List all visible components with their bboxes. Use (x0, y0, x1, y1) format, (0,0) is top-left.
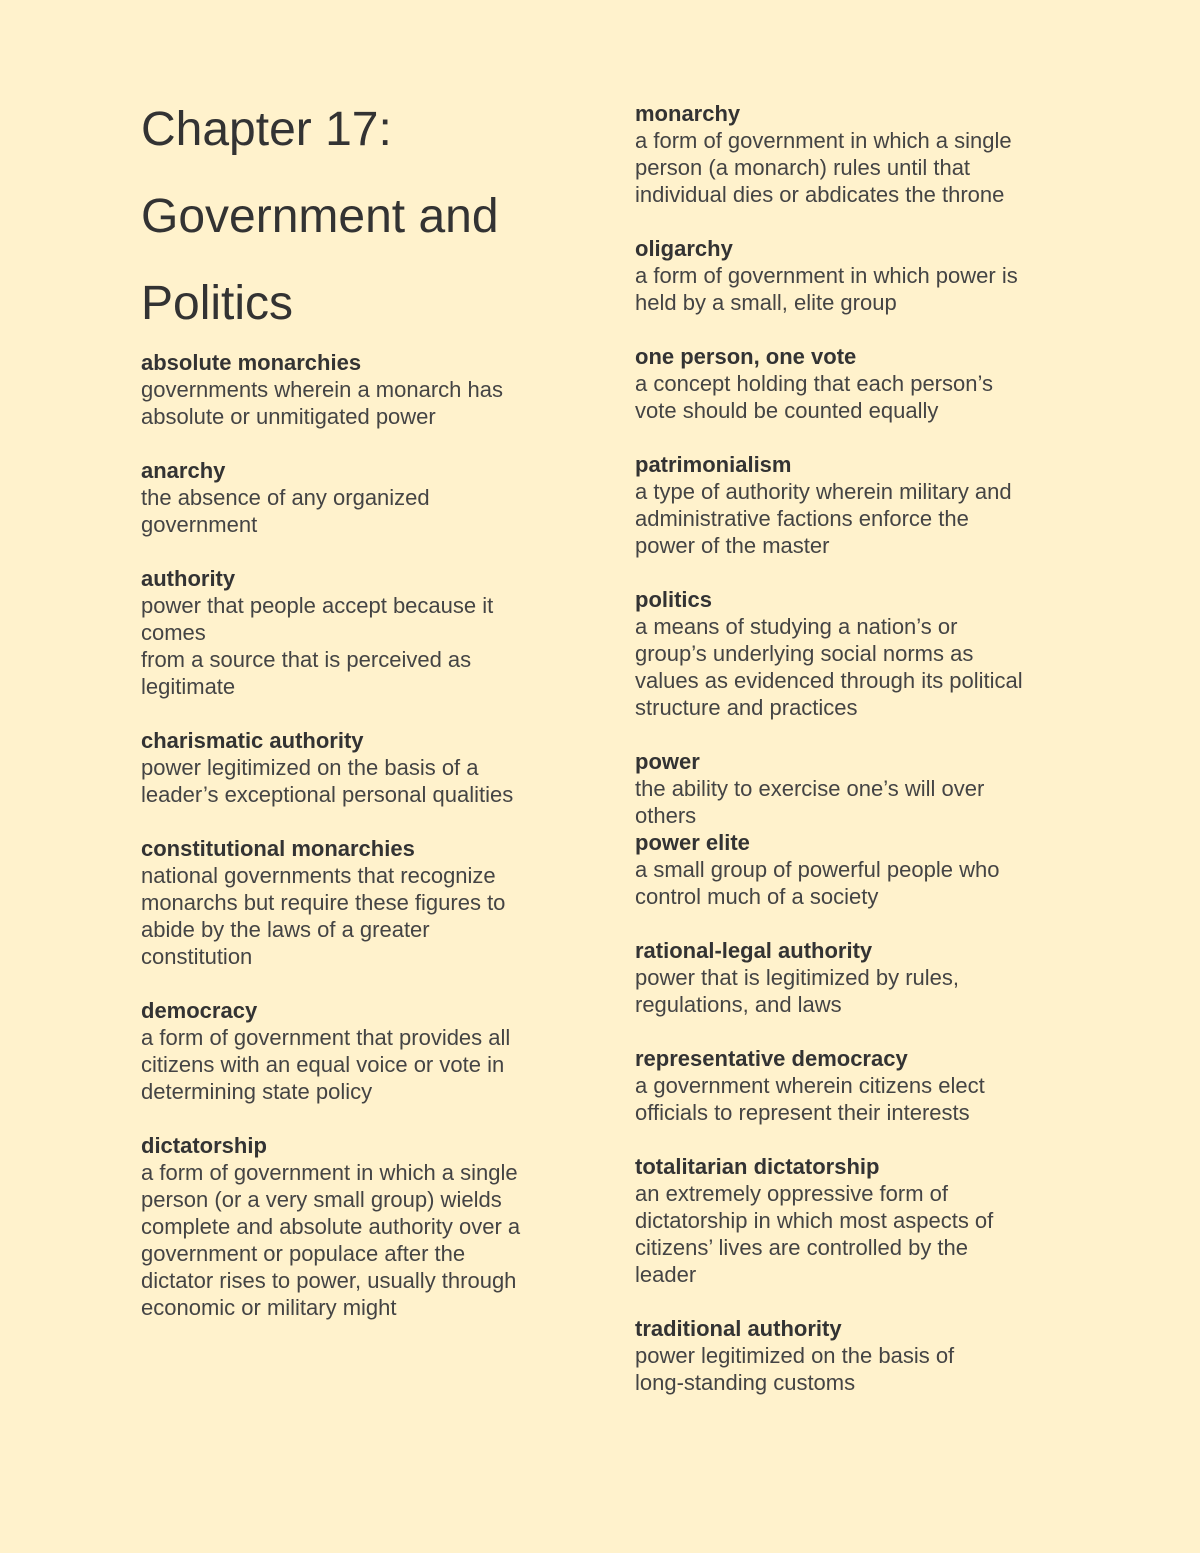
glossary-entry-oligarchy (635, 235, 1075, 316)
glossary-definition (141, 592, 581, 700)
glossary-definition (635, 775, 1075, 829)
definition-line: a concept holding that each person’s (635, 371, 993, 396)
definition-line: leader’s exceptional personal qualities (141, 782, 514, 807)
glossary-entry-charismatic-authority (141, 727, 581, 808)
chapter-title (141, 86, 581, 347)
definition-line: power legitimized on the basis of (635, 1343, 955, 1368)
glossary-entry-authority (141, 565, 581, 700)
glossary-term: power elite (635, 830, 750, 855)
definition-line: a form of government in which a single (141, 1160, 518, 1185)
definition-line: power that is legitimized by rules, (635, 965, 960, 990)
definition-line: national governments that recognize (141, 863, 496, 888)
glossary-entry-traditional-authority (635, 1315, 1075, 1396)
glossary-term: oligarchy (635, 236, 733, 261)
definition-line: power that people accept because it (141, 593, 494, 618)
definition-line: from a source that is perceived as (141, 647, 472, 672)
definition-line: officials to represent their interests (635, 1100, 970, 1125)
definition-line: a form of government in which power is (635, 263, 1018, 288)
definition-line: values as evidenced through its political (635, 668, 1023, 693)
definition-line: an extremely oppressive form of (635, 1181, 949, 1206)
glossary-entry-representative-democracy (635, 1045, 1075, 1126)
definition-line: power of the master (635, 533, 830, 558)
glossary-entry-anarchy (141, 457, 581, 538)
glossary-definition (635, 613, 1075, 721)
glossary-term: representative democracy (635, 1046, 908, 1071)
definition-line: held by a small, elite group (635, 290, 897, 315)
glossary-term: monarchy (635, 101, 741, 126)
definition-line: structure and practices (635, 695, 858, 720)
definition-line: governments wherein a monarch has (141, 377, 503, 402)
glossary-entry-one-person-one-vote (635, 343, 1075, 424)
glossary-entry-democracy (141, 997, 581, 1105)
definition-line: individual dies or abdicates the throne (635, 182, 1005, 207)
glossary-entry-patrimonialism (635, 451, 1075, 559)
glossary-entry-rational-legal-authority (635, 937, 1075, 1018)
definition-line: control much of a society (635, 884, 879, 909)
definition-line: dictatorship in which most aspects of (635, 1208, 994, 1233)
glossary-definition (635, 964, 1075, 1018)
glossary-entry-constitutional-monarchies (141, 835, 581, 970)
definition-line: a government wherein citizens elect (635, 1073, 985, 1098)
definition-line: abide by the laws of a greater (141, 917, 430, 942)
definition-line: group’s underlying social norms as (635, 641, 974, 666)
definition-line: monarchs but require these figures to (141, 890, 506, 915)
glossary-term: dictatorship (141, 1133, 267, 1158)
glossary-term: traditional authority (635, 1316, 842, 1341)
glossary-entry-power (635, 748, 1075, 829)
glossary-definition (635, 478, 1075, 559)
glossary-definition (141, 376, 581, 430)
definition-line: legitimate (141, 674, 236, 699)
definition-line: complete and absolute authority over a (141, 1214, 521, 1239)
glossary-term: power (635, 749, 700, 774)
definition-line: person (or a very small group) wields (141, 1187, 502, 1212)
glossary-term: one person, one vote (635, 344, 857, 369)
right-column (635, 100, 1075, 1423)
definition-line: a small group of powerful people who (635, 857, 1000, 882)
glossary-definition (635, 1180, 1075, 1288)
glossary-term: absolute monarchies (141, 350, 362, 375)
chapter-title-line: Chapter 17: (141, 103, 392, 156)
definition-line: vote should be counted equally (635, 398, 939, 423)
glossary-term: patrimonialism (635, 452, 792, 477)
glossary-entry-totalitarian-dictatorship (635, 1153, 1075, 1288)
glossary-definition (635, 856, 1075, 910)
glossary-definition (141, 1159, 581, 1321)
definition-line: a means of studying a nation’s or (635, 614, 958, 639)
glossary-entry-monarchy (635, 100, 1075, 208)
definition-line: dictator rises to power, usually through (141, 1268, 517, 1293)
definition-line: person (a monarch) rules until that (635, 155, 971, 180)
glossary-term: politics (635, 587, 713, 612)
glossary-term: totalitarian dictatorship (635, 1154, 880, 1179)
definition-line: the absence of any organized (141, 485, 430, 510)
glossary-term: rational-legal authority (635, 938, 873, 963)
definition-line: a form of government that provides all (141, 1025, 511, 1050)
definition-line: government (141, 512, 258, 537)
glossary-term: anarchy (141, 458, 226, 483)
definition-line: comes (141, 620, 206, 645)
chapter-title-line: Politics (141, 277, 294, 330)
definition-line: government or populace after the (141, 1241, 466, 1266)
glossary-definition (635, 370, 1075, 424)
glossary-term: charismatic authority (141, 728, 364, 753)
definition-line: determining state policy (141, 1079, 373, 1104)
definition-line: leader (635, 1262, 697, 1287)
definition-line: long-standing customs (635, 1370, 856, 1395)
glossary-term: democracy (141, 998, 258, 1023)
definition-line: others (635, 803, 697, 828)
glossary-entry-politics (635, 586, 1075, 721)
definition-line: constitution (141, 944, 253, 969)
glossary-definition (635, 127, 1075, 208)
definition-line: a form of government in which a single (635, 128, 1012, 153)
glossary-entry-dictatorship (141, 1132, 581, 1321)
glossary-definition (635, 1072, 1075, 1126)
glossary-definition (141, 1024, 581, 1105)
glossary-definition (141, 754, 581, 808)
definition-line: citizens’ lives are controlled by the (635, 1235, 969, 1260)
definition-line: economic or military might (141, 1295, 397, 1320)
left-column (141, 100, 581, 1348)
glossary-term: constitutional monarchies (141, 836, 415, 861)
glossary-entry-absolute-monarchies (141, 349, 581, 430)
definition-line: regulations, and laws (635, 992, 842, 1017)
glossary-definition (141, 484, 581, 538)
definition-line: administrative factions enforce the (635, 506, 969, 531)
glossary-definition (141, 862, 581, 970)
definition-line: a type of authority wherein military and (635, 479, 1012, 504)
definition-line: power legitimized on the basis of a (141, 755, 479, 780)
glossary-entry-power-elite (635, 829, 1075, 910)
definition-line: absolute or unmitigated power (141, 404, 436, 429)
glossary-definition (635, 1342, 1075, 1396)
glossary-definition (635, 262, 1075, 316)
definition-line: citizens with an equal voice or vote in (141, 1052, 505, 1077)
chapter-title-line: Government and (141, 190, 499, 243)
definition-line: the ability to exercise one’s will over (635, 776, 985, 801)
glossary-term: authority (141, 566, 236, 591)
